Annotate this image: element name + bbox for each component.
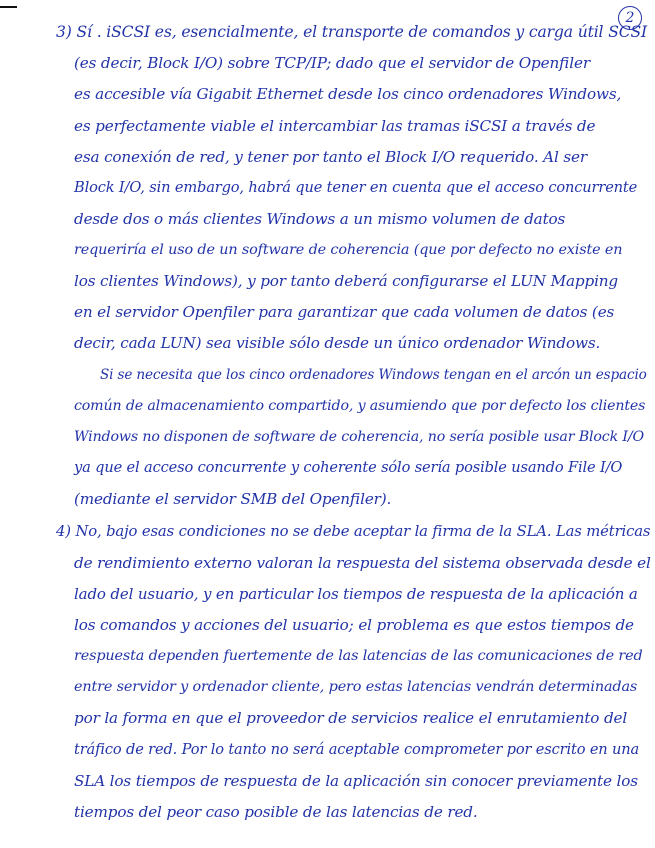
text-line: común de almacenamiento compartido, y asumiendo que por defecto los clientes: [74, 398, 646, 414]
text-line: 3) Sí . iSCSI es, esencialmente, el transporte de comandos y carga útil SCSI: [56, 23, 648, 41]
text-line: (es decir, Block I/O) sobre TCP/IP; dado que el servidor de Openfiler: [74, 54, 590, 72]
text-line: es perfectamente viable el intercambiar las tramas iSCSI a través de: [74, 117, 596, 135]
text-line: en el servidor Openfiler para garantizar que cada volumen de datos (es: [74, 303, 615, 321]
text-line: requeriría el uso de un software de coherencia (que por defecto no existe en: [74, 242, 623, 258]
text-line: decir, cada LUN) sea visible sólo desde un único ordenador Windows.: [74, 334, 601, 352]
text-line: 4) No, bajo esas condiciones no se debe aceptar la firma de la SLA. Las métricas: [56, 523, 651, 540]
text-line: tiempos del peor caso posible de las latencias de red.: [74, 803, 478, 821]
corner-mark: [0, 6, 17, 8]
text-line: esa conexión de red, y tener por tanto el Block I/O requerido. Al ser: [74, 148, 587, 166]
text-line: los clientes Windows), y por tanto deberá configurarse el LUN Mapping: [74, 272, 618, 290]
text-line: ya que el acceso concurrente y coherente sólo sería posible usando File I/O: [74, 459, 623, 476]
text-line: respuesta dependen fuertemente de las latencias de las comunicaciones de red: [74, 648, 643, 664]
text-line: lado del usuario, y en particular los tiempos de respuesta de la aplicación a: [74, 585, 638, 603]
text-line: Block I/O, sin embargo, habrá que tener en cuenta que el acceso concurrente: [74, 179, 638, 196]
text-line: desde dos o más clientes Windows a un mismo volumen de datos: [74, 210, 566, 228]
text-line: entre servidor y ordenador cliente, pero estas latencias vendrán determinadas: [74, 679, 638, 695]
text-line: Windows no disponen de software de coherencia, no sería posible usar Block I/O: [74, 429, 644, 445]
text-line: los comandos y acciones del usuario; el problema es que estos tiempos de: [74, 616, 634, 634]
text-line: SLA los tiempos de respuesta de la aplicación sin conocer previamente los: [74, 772, 638, 790]
page-number: 2: [618, 6, 642, 30]
text-line: (mediante el servidor SMB del Openfiler).: [74, 490, 392, 508]
text-line: por la forma en que el proveedor de servicios realice el enrutamiento del: [74, 709, 628, 727]
text-line: Si se necesita que los cinco ordenadores Windows tengan en el arcón un espacio: [100, 367, 647, 383]
text-line: tráfico de red. Por lo tanto no será aceptable comprometer por escrito en una: [74, 741, 640, 758]
text-line: es accesible vía Gigabit Ethernet desde los cinco ordenadores Windows,: [74, 85, 622, 103]
text-line: de rendimiento externo valoran la respuesta del sistema observada desde el: [74, 554, 651, 572]
